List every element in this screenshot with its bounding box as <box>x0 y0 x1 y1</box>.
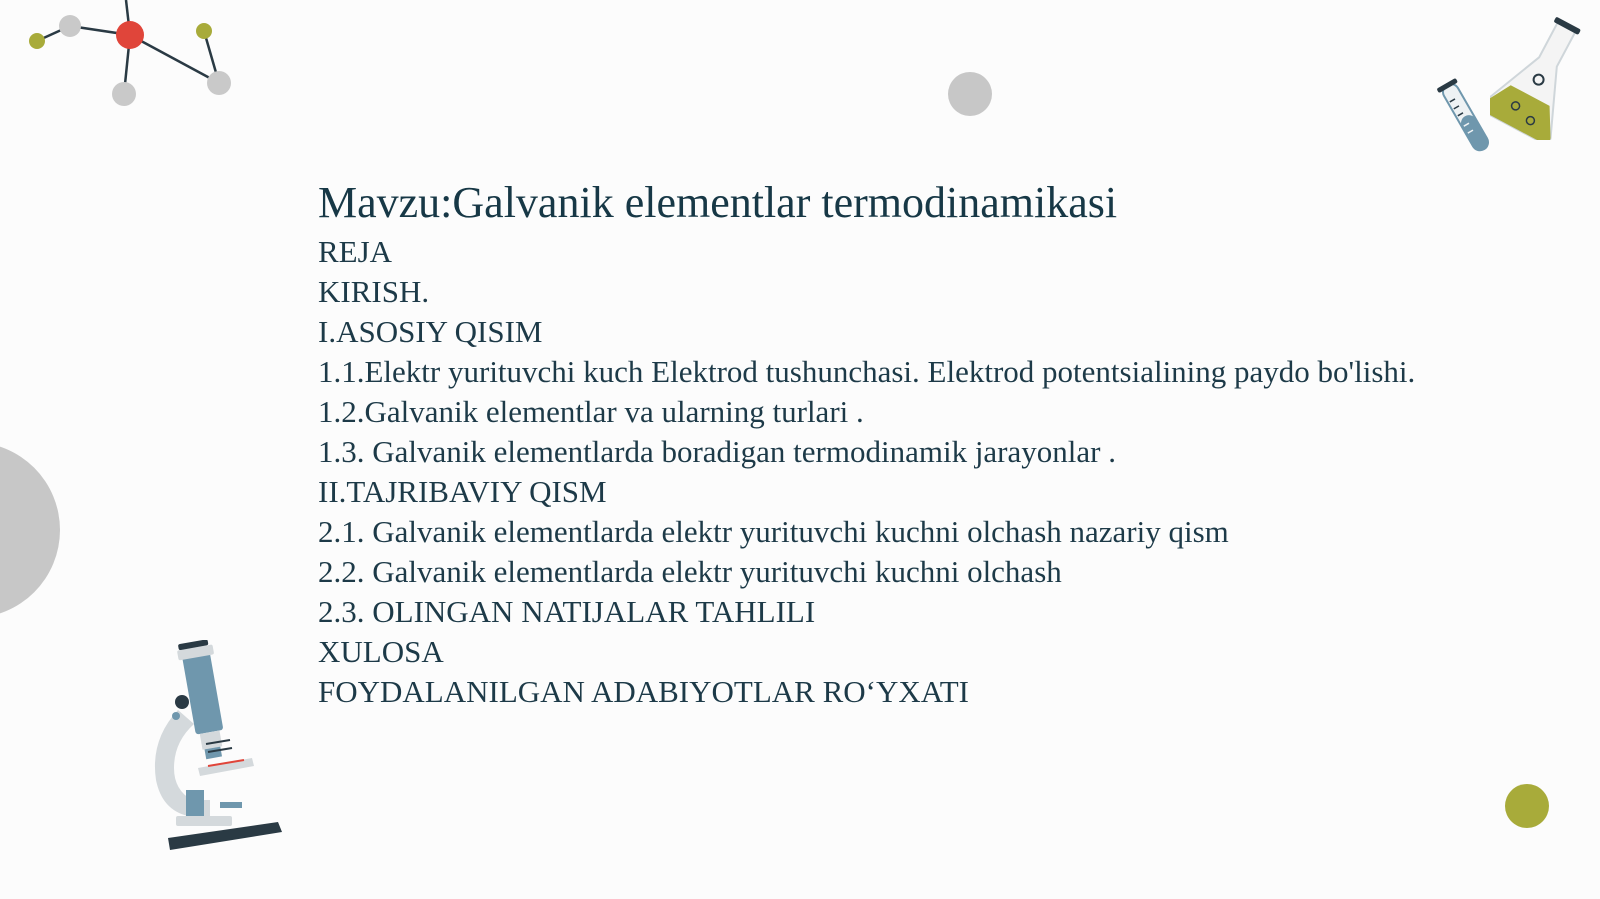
plan-item-2-3: 2.3. OLINGAN NATIJALAR TAHLILI <box>318 594 816 629</box>
plan-item-2-2: 2.2. Galvanik elementlarda elektr yurituvchi kuchni olchash <box>318 554 1062 589</box>
plan-list <box>318 232 1448 712</box>
plan-item-1-2: 1.2.Galvanik elementlar va ularning turlari . <box>318 394 864 429</box>
slide-title: Mavzu:Galvanik elementlar termodinamikasi <box>318 178 1118 227</box>
gray-half-circle <box>0 440 64 620</box>
olive-dot-bottom <box>1503 782 1551 830</box>
plan-item-1-3: 1.3. Galvanik elementlarda boradigan termodinamik jarayonlar . <box>318 434 1116 469</box>
molecule-icon <box>20 0 250 120</box>
plan-item-2-1: 2.1. Galvanik elementlarda elektr yurituvchi kuchni olchash nazariy qism <box>318 514 1229 549</box>
plan-item-xulosa: XULOSA <box>318 634 444 669</box>
microscope-icon <box>148 640 284 852</box>
plan-item-reja: REJA <box>318 234 393 269</box>
plan-item-kirish: KIRISH. <box>318 274 430 309</box>
plan-item-1-1: 1.1.Elektr yurituvchi kuch Elektrod tushunchasi. Elektrod potentsialining paydo bo'lishi. <box>318 354 1416 389</box>
gray-dot-top <box>946 70 994 118</box>
flask-icon <box>1490 14 1590 140</box>
test-tube-icon <box>1436 76 1496 160</box>
plan-item-tajribaviy-qism: II.TAJRIBAVIY QISM <box>318 474 607 509</box>
plan-item-adabiyotlar: FOYDALANILGAN ADABIYOTLAR RO‘YXATI <box>318 674 969 709</box>
slide-content <box>318 176 1448 712</box>
plan-item-asosiy-qism: I.ASOSIY QISIM <box>318 314 543 349</box>
